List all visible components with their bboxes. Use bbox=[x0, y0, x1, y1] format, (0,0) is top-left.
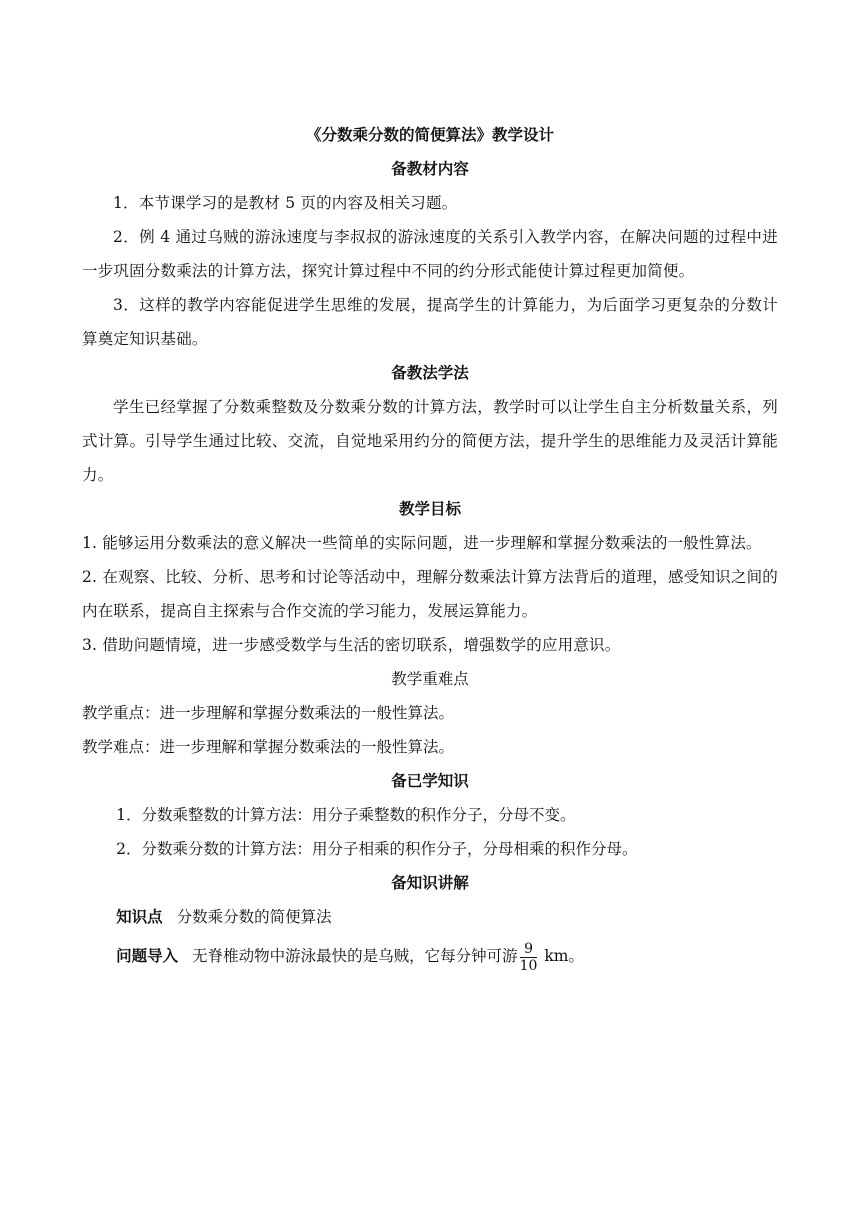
materials-item-1: 1．本节课学习的是教材 5 页的内容及相关习题。 bbox=[113, 194, 458, 212]
objective-item-3: 3. 借助问题情境，进一步感受数学与生活的密切联系，增强数学的应用意识。 bbox=[82, 636, 621, 654]
problem-intro-line bbox=[82, 934, 778, 978]
objective-item-2: 2. 在观察、比较、分析、思考和讨论等活动中，理解分数乘法计算方法背后的道理，感受知识之间的内在联系，提高自主探索与合作交流的学习能力，发展运算能力。 bbox=[82, 568, 778, 620]
document-title: 《分数乘分数的简便算法》教学设计 bbox=[305, 126, 554, 144]
knowledge-point-line bbox=[82, 900, 778, 934]
unit-text: km。 bbox=[544, 947, 584, 965]
problem-intro-label: 问题导入 bbox=[116, 947, 179, 965]
section-heading-materials: 备教材内容 bbox=[391, 160, 469, 178]
methods-paragraph: 学生已经掌握了分数乘整数及分数乘分数的计算方法，教学时可以让学生自主分析数量关系，列式计算。引导学生通过比较、交流，自觉地采用约分的简便方法，提升学生的思维能力及灵活计算能力。 bbox=[82, 398, 778, 484]
prior-knowledge-item-1: 1．分数乘整数的计算方法：用分子乘整数的积作分子，分母不变。 bbox=[116, 806, 576, 824]
section-heading-explanation: 备知识讲解 bbox=[391, 874, 469, 892]
key-point-line: 教学重点：进一步理解和掌握分数乘法的一般性算法。 bbox=[82, 704, 455, 722]
section-heading-objectives: 教学目标 bbox=[398, 500, 461, 518]
knowledge-point-label: 知识点 bbox=[116, 908, 163, 926]
section-heading-methods: 备教法学法 bbox=[391, 364, 469, 382]
fraction-numerator: 9 bbox=[520, 941, 538, 958]
difficulty-line: 教学难点：进一步理解和掌握分数乘法的一般性算法。 bbox=[82, 738, 455, 756]
fraction-denominator: 10 bbox=[519, 957, 538, 974]
materials-item-2: 2．例 4 通过乌贼的游泳速度与李叔叔的游泳速度的关系引入教学内容，在解决问题的过程中进一步巩固分数乘法的计算方法，探究计算过程中不同的约分形式能使计算过程更加简便。 bbox=[82, 228, 778, 280]
knowledge-point-text: 分数乘分数的简便算法 bbox=[176, 908, 332, 926]
prior-knowledge-item-2: 2．分数乘分数的计算方法：用分子相乘的积作分子，分母相乘的积作分母。 bbox=[116, 840, 638, 858]
section-heading-key-points: 教学重难点 bbox=[391, 670, 469, 688]
section-heading-prior-knowledge: 备已学知识 bbox=[391, 772, 469, 790]
objective-item-1: 1. 能够运用分数乘法的意义解决一些简单的实际问题，进一步理解和掌握分数乘法的一般性算法。 bbox=[82, 534, 762, 552]
problem-intro-text: 无脊椎动物中游泳最快的是乌贼，它每分钟可游 bbox=[192, 947, 518, 965]
fraction-nine-tenths bbox=[520, 941, 538, 974]
document-page bbox=[82, 118, 778, 978]
materials-item-3: 3．这样的教学内容能促进学生思维的发展，提高学生的计算能力，为后面学习更复杂的分数计算奠定知识基础。 bbox=[82, 296, 778, 348]
